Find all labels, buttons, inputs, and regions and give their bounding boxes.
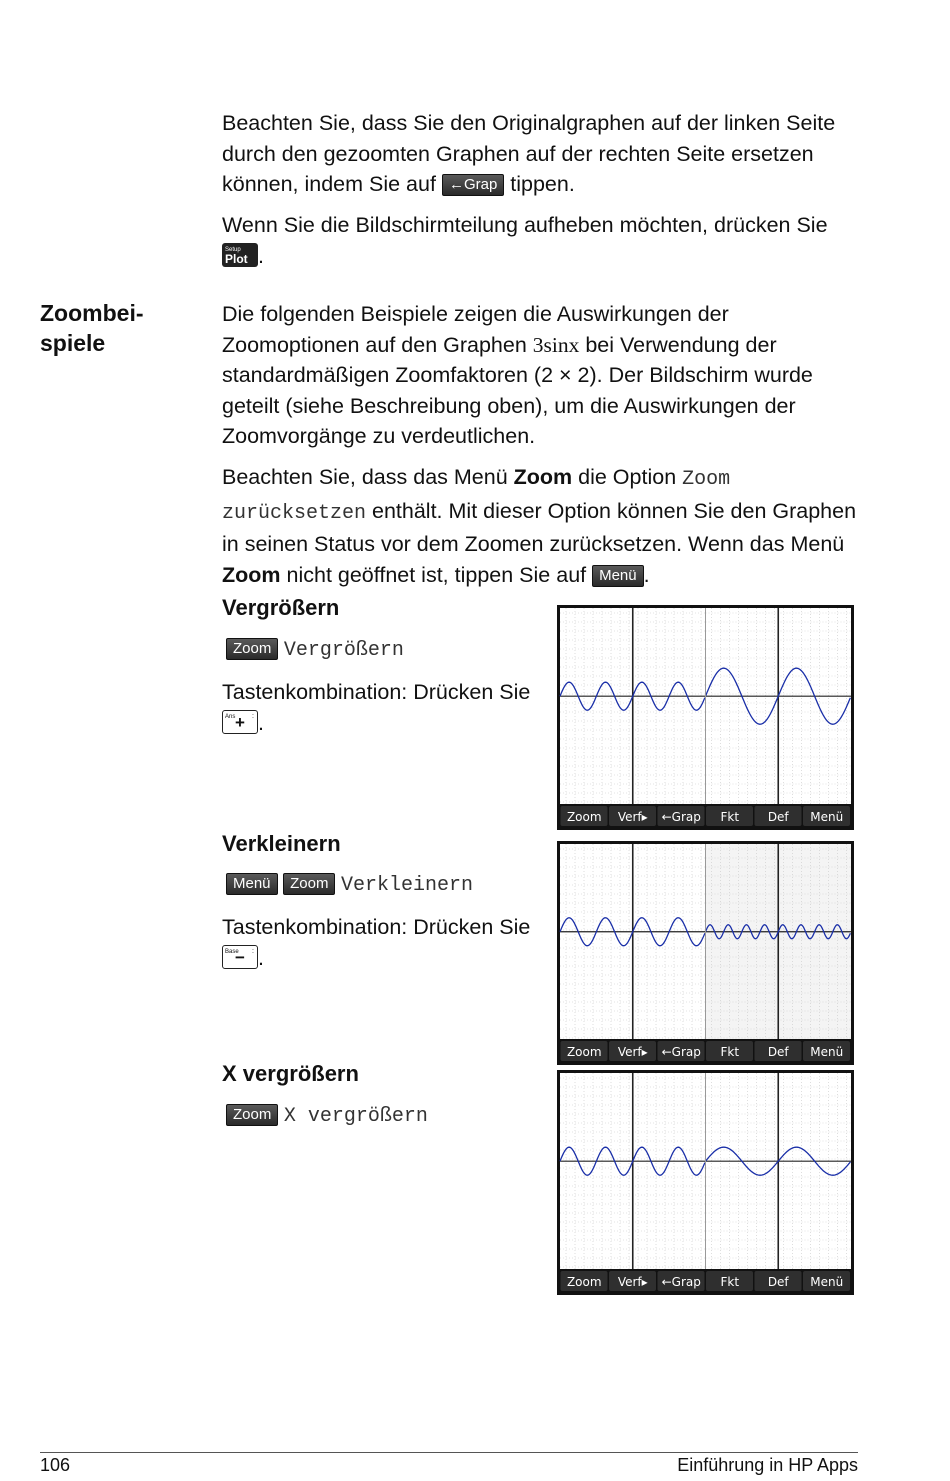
- screen-softkey-label: Menü: [810, 1045, 844, 1059]
- screen-softkey-label: Fkt: [720, 810, 740, 824]
- example-command-zoom-in: [226, 638, 404, 662]
- intro-paragraph-1: [222, 108, 862, 200]
- screen-softkey-label: Verf▸: [617, 1275, 648, 1289]
- zoom-softkey: Zoom: [283, 873, 335, 895]
- example-title-zoom-in: Vergrößern: [222, 595, 340, 620]
- shortcut-zoom-out: [222, 912, 552, 973]
- shortcut-text: Tastenkombination: Drücken Sie: [222, 915, 531, 939]
- footer-rule: [40, 1452, 858, 1453]
- screen-softkey-label: Verf▸: [617, 1045, 648, 1059]
- plus-key-icon: [222, 710, 258, 734]
- intro-paragraph-2: [222, 210, 862, 271]
- example-command-zoom-out: [226, 873, 473, 897]
- intro-text: Beachten Sie, dass Sie den Originalgraphen auf der linken Seite durch den gezoomten Graphen auf der rechten Seite ersetzen können, indem Sie auf: [222, 111, 836, 196]
- command-text: X vergrößern: [283, 1105, 428, 1128]
- p2-h: .: [643, 562, 650, 587]
- section-heading-line-1: Zoombei-: [40, 300, 144, 326]
- key-colon: :: [252, 948, 254, 955]
- screen-zoom-in: [557, 605, 854, 830]
- p2-g: nicht geöffnet ist, tippen Sie auf: [280, 562, 593, 587]
- screen-x-zoom-in: [557, 1070, 854, 1295]
- screen-softkey-label: Zoom: [566, 1045, 602, 1059]
- intro-text-end: tippen.: [504, 172, 575, 196]
- page-number: 106: [40, 1455, 71, 1475]
- screen-softkey-label: Menü: [810, 1275, 844, 1289]
- p2-c: die Option: [572, 465, 683, 489]
- screen-softkey-label: Fkt: [720, 1045, 740, 1059]
- screen-softkey-label: Menü: [810, 810, 844, 824]
- key-sub: Ans: [225, 714, 236, 720]
- footer-title: Einführung in HP Apps: [677, 1455, 858, 1475]
- section-heading-line-2: spiele: [40, 330, 106, 356]
- screen-softkey-label: ←Grap: [661, 1275, 701, 1289]
- zoom-softkey: Zoom: [226, 638, 278, 660]
- command-text: Vergrößern: [283, 639, 404, 662]
- key-main: −: [235, 947, 245, 967]
- shortcut-end: .: [258, 710, 264, 735]
- section-paragraph-2: [222, 462, 862, 590]
- plot-setup-key-icon: [222, 243, 258, 267]
- example-title-zoom-out: Verkleinern: [222, 831, 341, 856]
- p2-a: Beachten Sie, dass das Menü: [222, 465, 514, 489]
- screen-softkey-label: Zoom: [566, 810, 602, 824]
- key-sub: Base: [225, 949, 239, 955]
- graph-screen-svg: [557, 1070, 854, 1295]
- math-expression: 3sinx: [532, 332, 580, 357]
- graph-screen-svg: [557, 605, 854, 830]
- shortcut-zoom-in: [222, 677, 552, 738]
- zoom-softkey: Zoom: [226, 1104, 278, 1126]
- screen-softkey-label: Fkt: [720, 1275, 740, 1289]
- grap-softkey: ←Grap: [442, 174, 504, 196]
- plot-key-sublabel: Setup: [225, 247, 241, 253]
- minus-key-icon: [222, 945, 258, 969]
- section-text: Die folgenden Beispiele zeigen die Auswirkungen der Zoomoptionen auf den Graphen: [222, 302, 729, 357]
- screen-softkey-label: ←Grap: [661, 810, 701, 824]
- screen-softkey-label: Zoom: [566, 1275, 602, 1289]
- screen-softkey-label: ←Grap: [661, 1045, 701, 1059]
- key-colon: :: [252, 713, 254, 720]
- shortcut-end: .: [258, 945, 264, 970]
- screen-zoom-out: [557, 841, 854, 1065]
- example-title-x-zoom-in: X vergrößern: [222, 1061, 359, 1086]
- intro-text-2: Wenn Sie die Bildschirmteilung aufheben möchten, drücken Sie: [222, 213, 828, 237]
- plot-key-label: Plot: [225, 251, 248, 266]
- intro-text-2-end: .: [258, 243, 264, 268]
- shortcut-text: Tastenkombination: Drücken Sie: [222, 680, 531, 704]
- screen-softkey-label: Def: [767, 1275, 789, 1289]
- example-command-x-zoom-in: [226, 1104, 428, 1128]
- key-main: +: [235, 712, 245, 732]
- p2-e: enthält. Mit dieser Option können Sie den Graphen in seinen Status vor dem Zoomen zurücksetzen. Wenn das Menü: [222, 498, 857, 556]
- command-text: Verkleinern: [341, 874, 474, 897]
- reset-zoom-option: Zoom zurücksetzen: [222, 468, 731, 525]
- graph-screen-svg: [557, 841, 854, 1065]
- screen-softkey-label: Verf▸: [617, 810, 648, 824]
- screen-softkey-label: Def: [767, 1045, 789, 1059]
- section-heading: [40, 298, 144, 358]
- zoom-menu-name-2: Zoom: [222, 562, 281, 587]
- menu-softkey: Menü: [592, 565, 644, 587]
- zoom-menu-name: Zoom: [513, 465, 573, 489]
- menu-softkey: Menü: [226, 873, 278, 895]
- section-text-end: bei Verwendung der standardmäßigen Zoomfaktoren (2 × 2). Der Bildschirm wurde geteilt (siehe Beschreibung oben), um die Auswirkungen der Zoomvorgänge zu verdeutlichen.: [222, 332, 813, 448]
- section-paragraph-1: [222, 299, 862, 452]
- screen-softkey-label: Def: [767, 810, 789, 824]
